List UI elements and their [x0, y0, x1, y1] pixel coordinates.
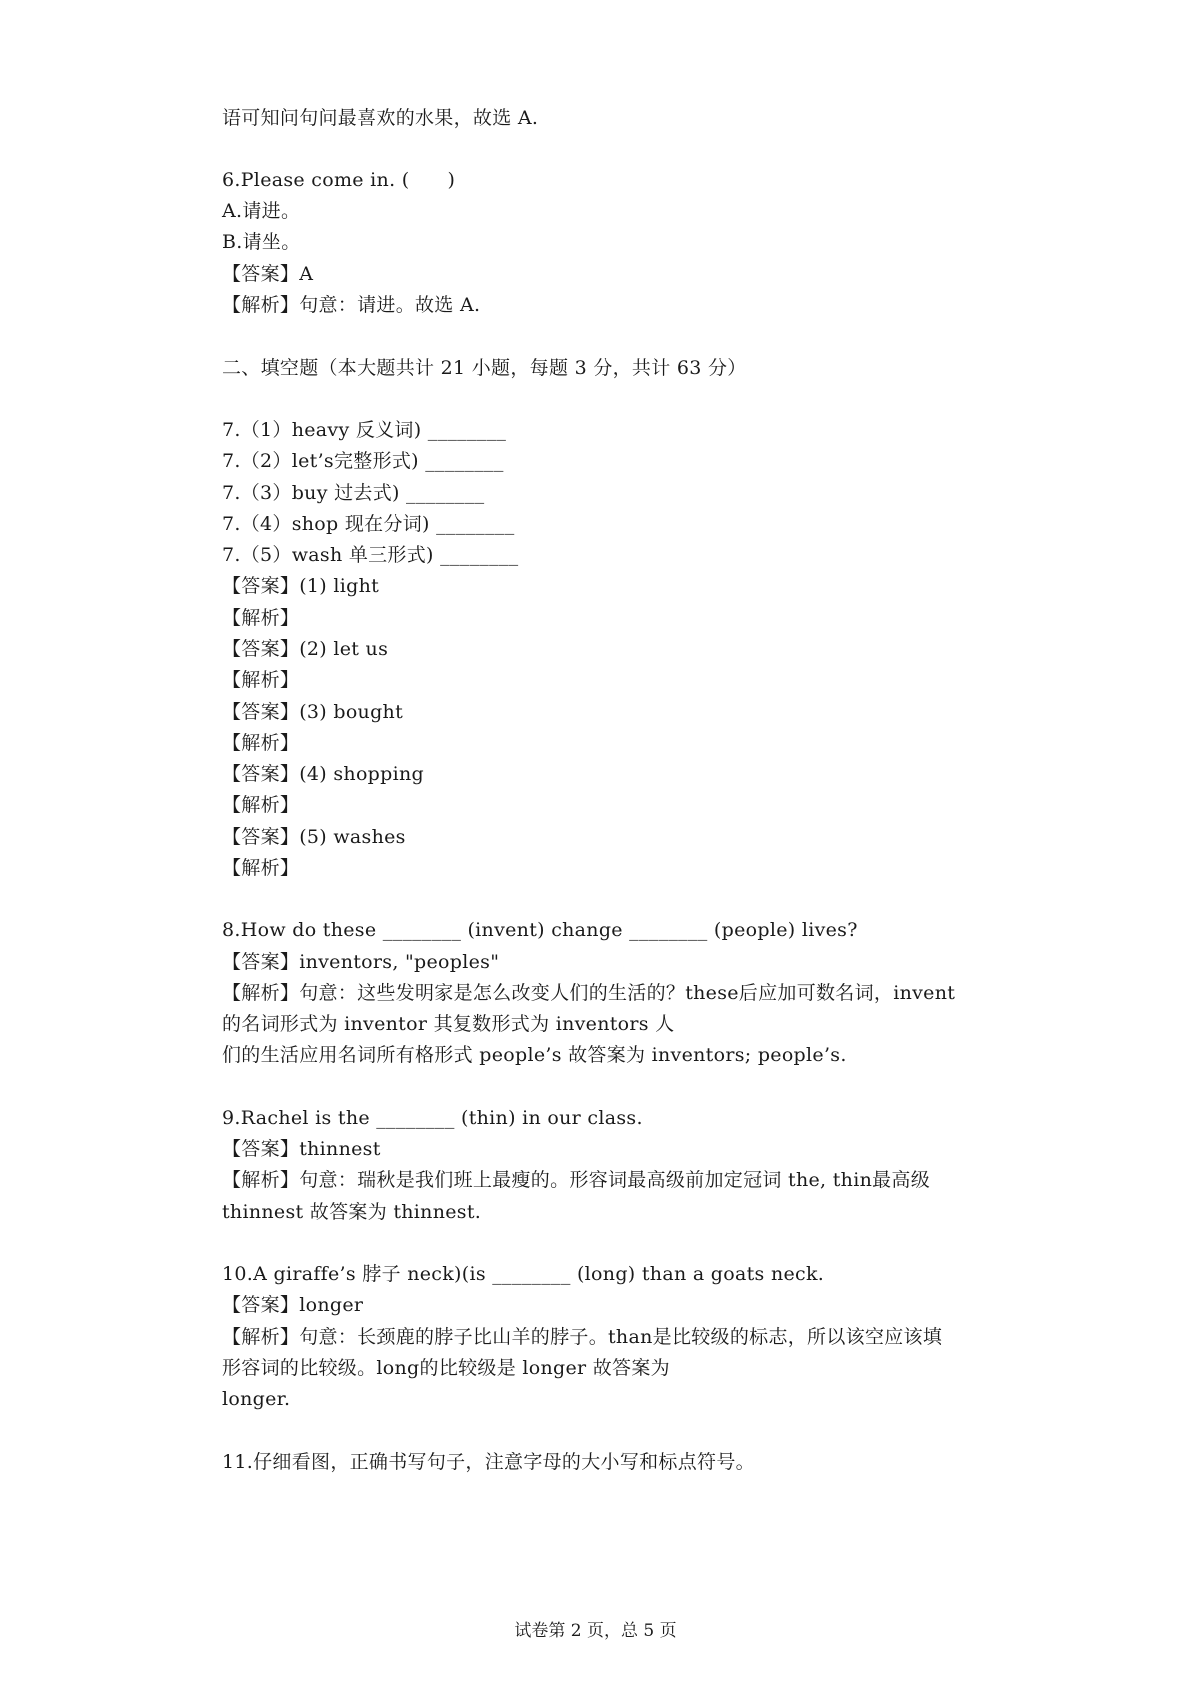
question-9: 9.Rachel is the ________ (thin) in our class.	[222, 1107, 643, 1129]
page-footer: 试卷第 2 页，总 5 页	[514, 1621, 677, 1641]
analysis-line: 们的生活应用名词所有格形式 people’s 故答案为 inventors; people’s.	[222, 1044, 847, 1066]
analysis-line: longer.	[222, 1388, 291, 1410]
answer-line: 【答案】inventors, "peoples"	[222, 951, 500, 973]
analysis-line: 形容词的比较级。long的比较级是 longer 故答案为	[222, 1357, 670, 1379]
answer-line: 【答案】(2) let us	[222, 638, 389, 660]
question-11: 11.仔细看图，正确书写句子，注意字母的大小写和标点符号。	[222, 1451, 755, 1473]
option-b: B.请坐。	[222, 231, 301, 253]
answer-line: 【答案】(4) shopping	[222, 763, 424, 785]
answer-line: 【答案】(3) bought	[222, 701, 404, 723]
analysis-line: 【解析】句意：瑞秋是我们班上最瘦的。形容词最高级前加定冠词 the, thin最高级	[222, 1169, 931, 1191]
answer-line: 【答案】thinnest	[222, 1138, 381, 1160]
question-8: 8.How do these ________ (invent) change ________ (people) lives?	[222, 919, 858, 941]
answer-line: 【答案】longer	[222, 1294, 364, 1316]
analysis-line: 【解析】句意：长颈鹿的脖子比山羊的脖子。than是比较级的标志，所以该空应该填	[222, 1326, 943, 1348]
question-6: 6.Please come in. ( )	[222, 169, 456, 191]
analysis-line: 【解析】	[222, 732, 300, 754]
section-heading: 二、填空题（本大题共计 21 小题，每题 3 分，共计 63 分）	[222, 357, 747, 379]
analysis-line: thinnest 故答案为 thinnest.	[222, 1201, 482, 1223]
analysis-line: 【解析】句意：请进。故选 A.	[222, 294, 481, 316]
option-a: A.请进。	[222, 200, 301, 222]
text-line: 语可知问句问最喜欢的水果，故选 A.	[222, 107, 539, 129]
analysis-line: 【解析】	[222, 669, 300, 691]
answer-line: 【答案】(1) light	[222, 575, 380, 597]
question-7-4: 7.（4）shop 现在分词) ________	[222, 513, 515, 535]
answer-line: 【答案】A	[222, 263, 314, 285]
analysis-line: 【解析】	[222, 794, 300, 816]
question-7-1: 7.（1）heavy 反义词) ________	[222, 419, 507, 441]
analysis-line: 【解析】	[222, 607, 300, 629]
answer-line: 【答案】(5) washes	[222, 826, 406, 848]
analysis-line: 【解析】	[222, 857, 300, 879]
analysis-line: 的名词形式为 inventor 其复数形式为 inventors 人	[222, 1013, 675, 1035]
question-7-5: 7.（5）wash 单三形式) ________	[222, 544, 519, 566]
question-7-3: 7.（3）buy 过去式) ________	[222, 482, 485, 504]
question-10: 10.A giraffe’s 脖子 neck)(is ________ (long) than a goats neck.	[222, 1263, 825, 1285]
analysis-line: 【解析】句意：这些发明家是怎么改变人们的生活的？these后应加可数名词，invent	[222, 982, 956, 1004]
question-7-2: 7.（2）let’s完整形式) ________	[222, 450, 504, 472]
